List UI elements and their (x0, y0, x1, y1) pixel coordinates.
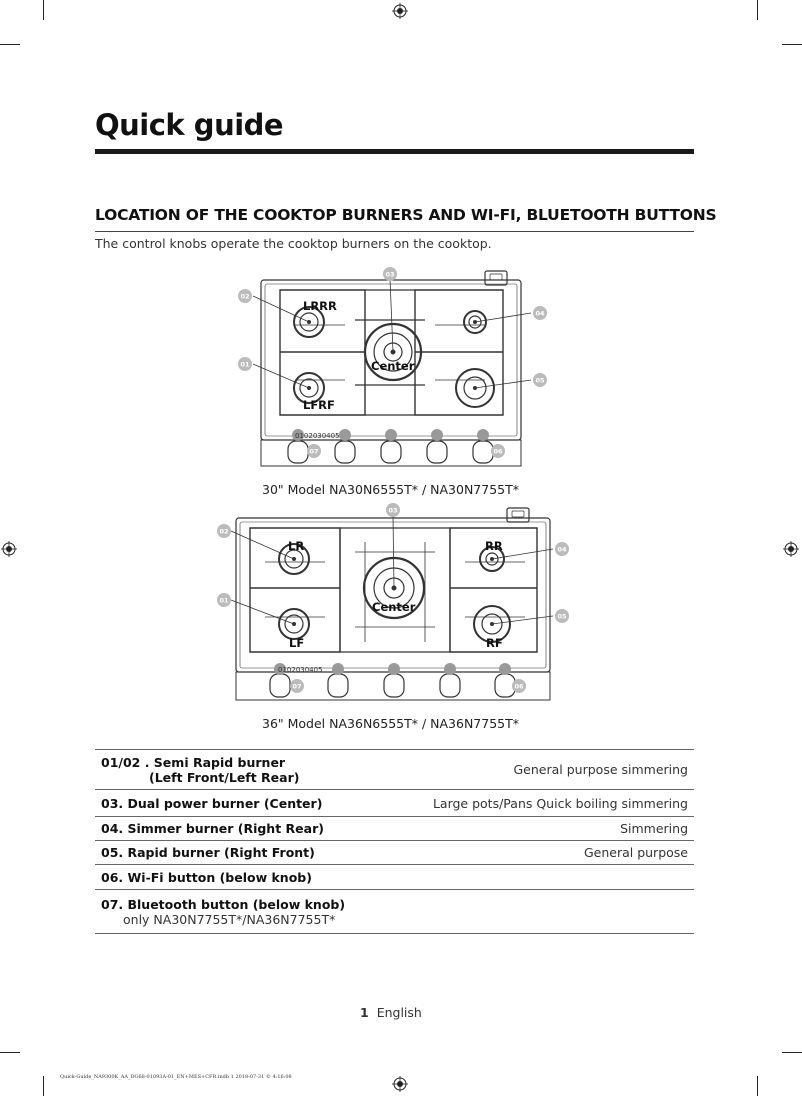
row-sublabel: (Left Front/Left Rear) (149, 769, 300, 785)
burner-label-lf: LF (289, 636, 305, 650)
cooktop-36-caption: 36" Model NA36N6555T* / NA36N7755T* (262, 716, 520, 731)
burner-label-rr: RR (485, 539, 503, 553)
row-use: Simmering (407, 817, 694, 841)
row-note: only NA30N7755T*/NA36N7755T* (123, 911, 336, 927)
callout-03: 03 (388, 506, 398, 515)
table-row (95, 790, 694, 817)
burner-label-center: Center (372, 600, 416, 614)
intro-text: The control knobs operate the cooktop burners on the cooktop. (95, 236, 492, 251)
callout-03: 03 (385, 270, 395, 279)
crop-mark (757, 1076, 758, 1096)
callout-02: 02 (219, 527, 229, 536)
row-label: 07. Bluetooth button (below knob) (101, 896, 346, 912)
callout-04: 04 (557, 545, 567, 554)
callout-07: 07 (292, 682, 302, 691)
row-label: 06. Wi-Fi button (below knob) (95, 865, 407, 890)
crop-mark (0, 44, 20, 45)
registration-mark-icon (783, 541, 799, 557)
page-number (360, 1005, 422, 1020)
cooktop-30-diagram (235, 265, 555, 475)
crop-mark (0, 1052, 20, 1053)
print-footer: Quick-Guide_NA9300K_AA_DG68-01093A-01_EN+MES+CFR.indb 1 2018-07-31 © 4:16:08 (60, 1074, 292, 1080)
page-number-value: 1 (360, 1005, 369, 1020)
row-use: General purpose (407, 841, 694, 865)
row-use: General purpose simmering (407, 750, 694, 790)
table-row (95, 865, 694, 890)
crop-mark (757, 0, 758, 20)
row-label: 01/02 . Semi Rapid burner (101, 754, 286, 770)
cooktop-30-caption: 30" Model NA30N6555T* / NA30N7755T* (262, 482, 520, 497)
row-use (407, 890, 694, 934)
table-row (95, 841, 694, 865)
section-heading: LOCATION OF THE COOKTOP BURNERS AND WI-FI, BLUETOOTH BUTTONS (95, 206, 717, 224)
registration-mark-icon (1, 541, 17, 557)
burner-label-center: Center (371, 359, 415, 373)
row-label: 05. Rapid burner (Right Front) (95, 841, 407, 865)
callout-05: 05 (557, 612, 567, 621)
table-row (95, 817, 694, 841)
crop-mark (43, 1076, 44, 1096)
title-rule (95, 149, 694, 154)
callout-04: 04 (535, 309, 545, 318)
burner-label-lfrf: LFRF (303, 398, 335, 412)
callout-06: 06 (514, 682, 524, 691)
row-use (407, 865, 694, 890)
crop-mark (43, 0, 44, 20)
row-use: Large pots/Pans Quick boiling simmering (407, 790, 694, 817)
page-title: Quick guide (95, 108, 284, 142)
registration-mark-icon (392, 1076, 408, 1092)
table-row (95, 890, 694, 934)
knob-numbers: 0102030405 (278, 666, 323, 674)
cooktop-36-diagram (215, 502, 585, 707)
callout-01: 01 (219, 596, 229, 605)
burner-label-rf: RF (486, 636, 503, 650)
table-row (95, 750, 694, 790)
page-language: English (376, 1005, 422, 1020)
callout-06: 06 (493, 447, 503, 456)
crop-mark (782, 1052, 802, 1053)
section-rule (95, 231, 694, 232)
callout-07: 07 (309, 447, 319, 456)
burner-label-lrrr: LRRR (303, 299, 337, 313)
crop-mark (782, 44, 802, 45)
callout-05: 05 (535, 376, 545, 385)
burner-label-lr: LR (288, 539, 305, 553)
row-label: 04. Simmer burner (Right Rear) (95, 817, 407, 841)
registration-mark-icon (392, 3, 408, 19)
callout-01: 01 (240, 360, 250, 369)
row-label: 03. Dual power burner (Center) (95, 790, 407, 817)
callout-02: 02 (240, 292, 250, 301)
knob-numbers: 0102030405 (295, 432, 340, 440)
burner-table (95, 749, 694, 934)
